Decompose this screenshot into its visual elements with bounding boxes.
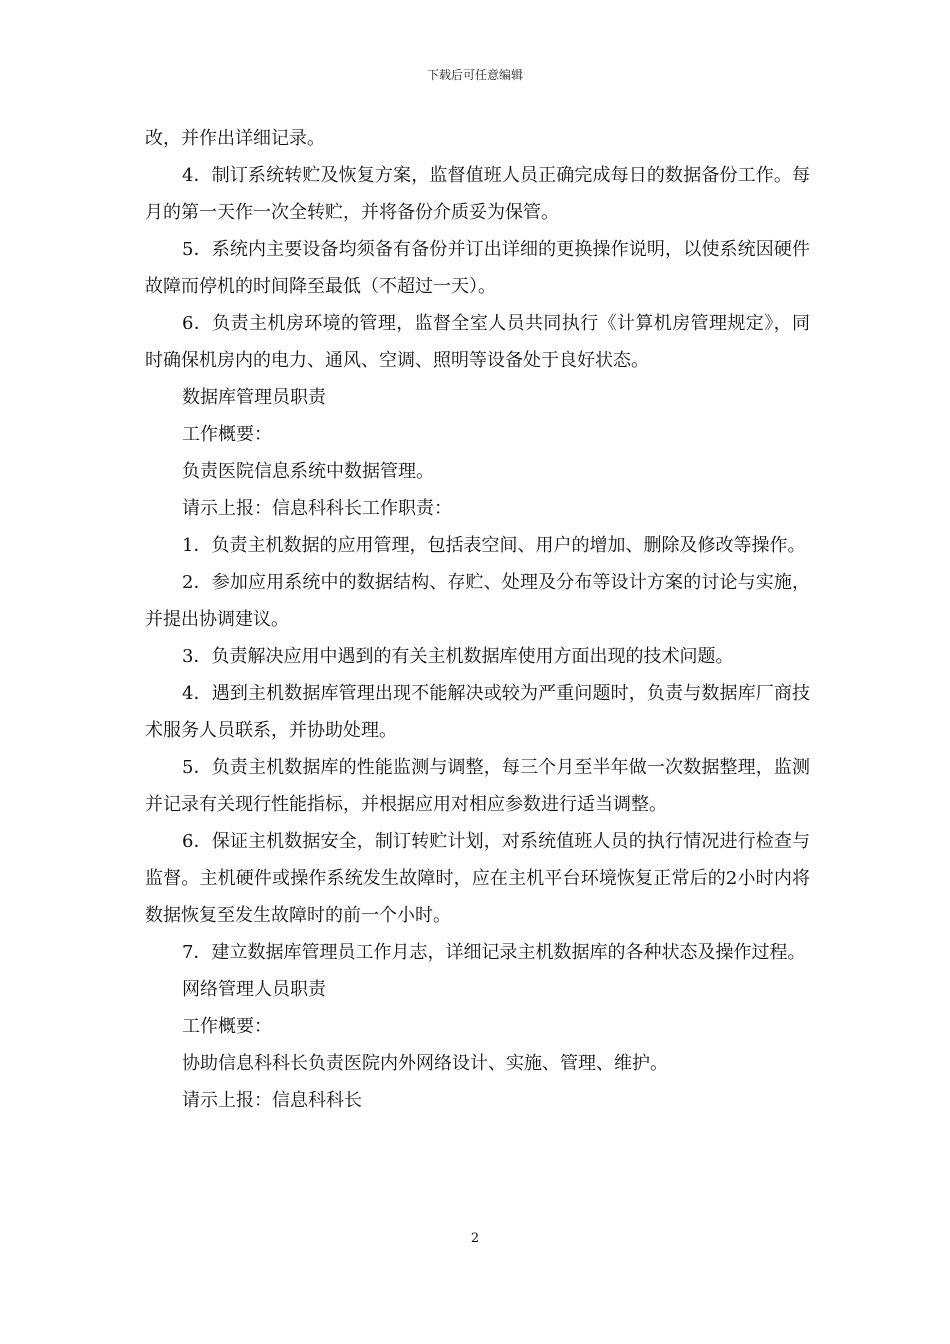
paragraph: 请示上报：信息科科长工作职责： bbox=[182, 498, 452, 519]
paragraph: 5．负责主机数据库的性能监测与调整，每三个月至半年做一次数据整理，监测并记录有关现行性能指标，并根据应用对相应参数进行适当调整。 bbox=[145, 757, 810, 815]
paragraph: 负责医院信息系统中数据管理。 bbox=[182, 461, 434, 482]
paragraph: 2．参加应用系统中的数据结构、存贮、处理及分布等设计方案的讨论与实施，并提出协调建议。 bbox=[145, 572, 810, 630]
paragraph: 5．系统内主要设备均须备有备份并订出详细的更换操作说明，以使系统因硬件故障而停机的时间降至最低（不超过一天）。 bbox=[145, 239, 810, 297]
paragraph: 7．建立数据库管理员工作月志，详细记录主机数据库的各种状态及操作过程。 bbox=[182, 942, 806, 963]
paragraph: 4．遇到主机数据库管理出现不能解决或较为严重问题时，负责与数据库厂商技术服务人员联系，并协助处理。 bbox=[145, 683, 810, 741]
paragraph: 改，并作出详细记录。 bbox=[145, 128, 325, 149]
section-heading: 网络管理人员职责 bbox=[182, 979, 326, 1000]
document-body bbox=[145, 120, 810, 1119]
paragraph: 请示上报：信息科科长 bbox=[182, 1090, 362, 1111]
paragraph: 工作概要： bbox=[182, 424, 272, 445]
page-number: 2 bbox=[470, 1231, 480, 1246]
paragraph: 4．制订系统转贮及恢复方案，监督值班人员正确完成每日的数据备份工作。每月的第一天作一次全转贮，并将备份介质妥为保管。 bbox=[145, 165, 810, 223]
paragraph: 工作概要： bbox=[182, 1016, 272, 1037]
page-header: 下载后可任意编辑 bbox=[426, 68, 523, 82]
paragraph: 1．负责主机数据的应用管理，包括表空间、用户的增加、删除及修改等操作。 bbox=[182, 535, 806, 556]
paragraph: 6．保证主机数据安全，制订转贮计划，对系统值班人员的执行情况进行检查与监督。主机硬件或操作系统发生故障时，应在主机平台环境恢复正常后的2小时内将数据恢复至发生故障时的前一个小时。 bbox=[145, 831, 810, 926]
paragraph: 协助信息科科长负责医院内外网络设计、实施、管理、维护。 bbox=[182, 1053, 668, 1074]
paragraph: 3．负责解决应用中遇到的有关主机数据库使用方面出现的技术问题。 bbox=[182, 646, 734, 667]
section-heading: 数据库管理员职责 bbox=[182, 387, 326, 408]
paragraph: 6．负责主机房环境的管理，监督全室人员共同执行《计算机房管理规定》，同时确保机房内的电力、通风、空调、照明等设备处于良好状态。 bbox=[145, 313, 810, 371]
